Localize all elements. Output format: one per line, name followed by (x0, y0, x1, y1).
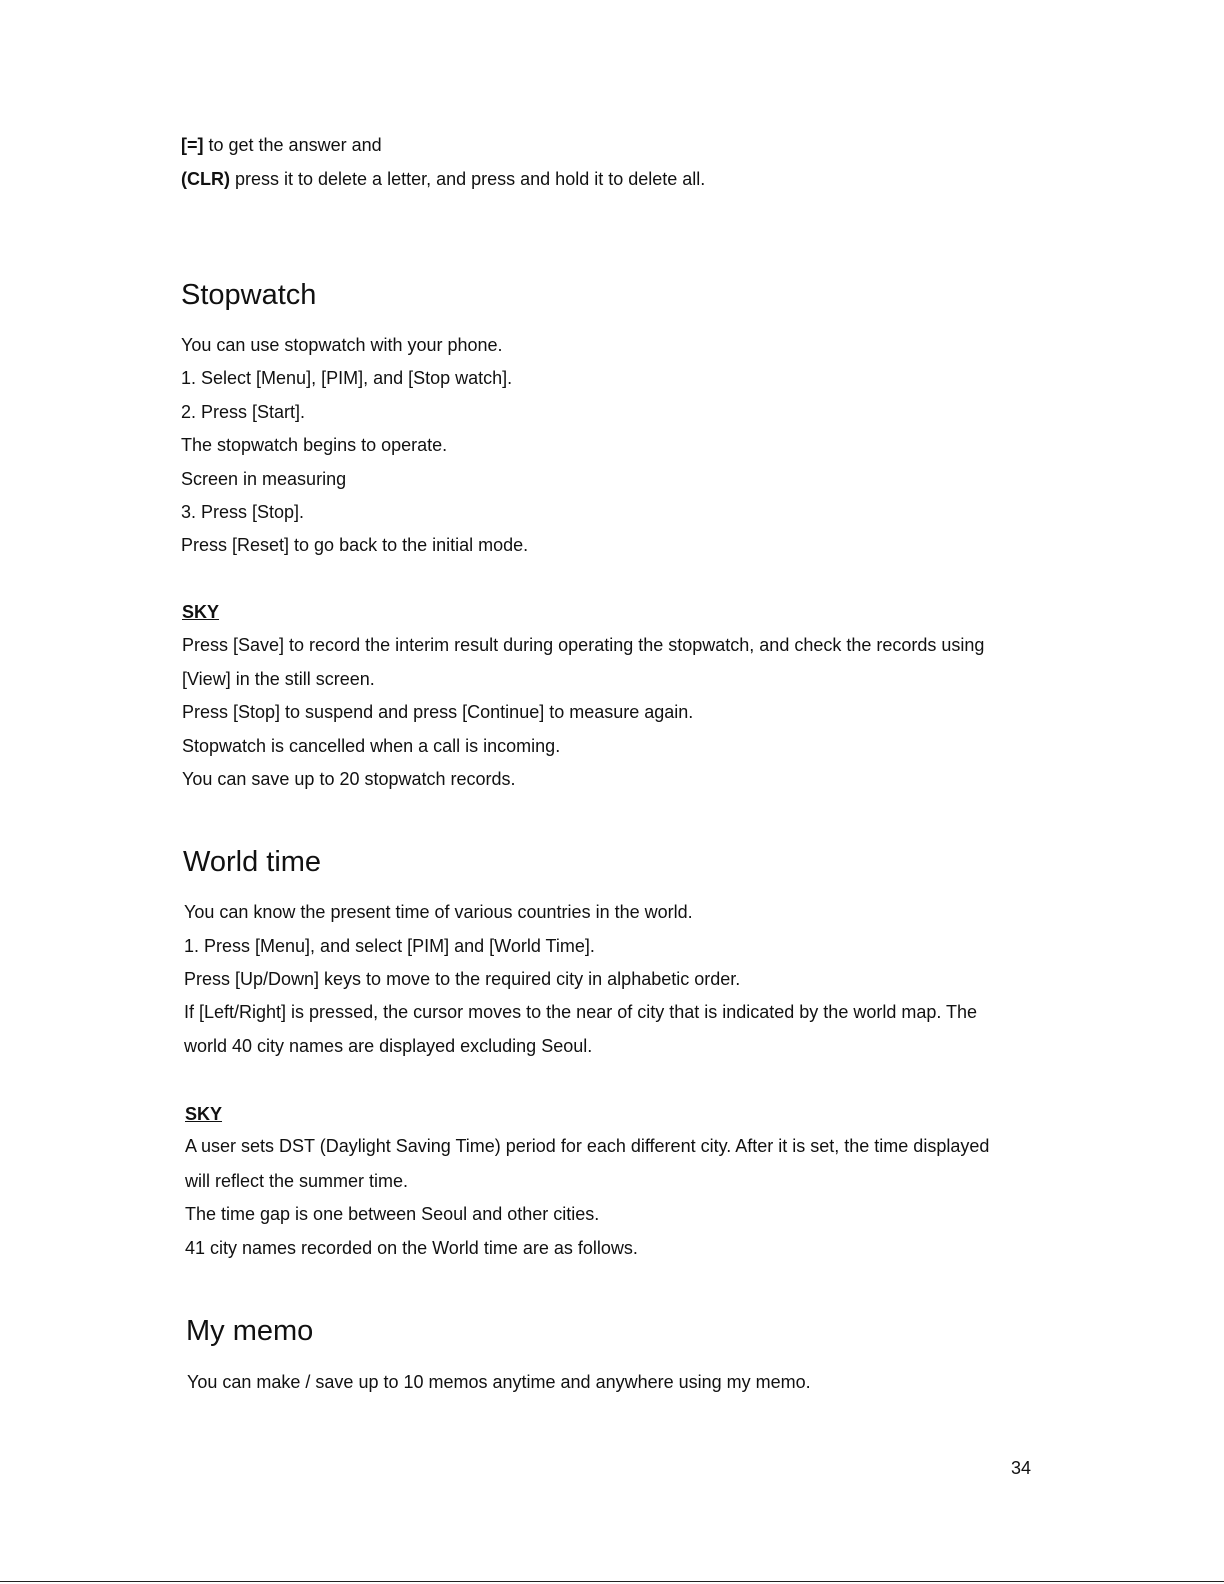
page-number: 34 (1011, 1458, 1032, 1478)
stopwatch-sky-line: [View] in the still screen. (182, 669, 375, 689)
world-time-line: world 40 city names are displayed excluding Seoul. (184, 1036, 593, 1056)
world-time-sky-subheading: SKY (185, 1104, 223, 1124)
stopwatch-line: 1. Select [Menu], [PIM], and [Stop watch]. (181, 368, 513, 388)
equals-key-description: to get the answer and (203, 135, 382, 155)
my-memo-heading: My memo (186, 1315, 314, 1347)
stopwatch-sky-line: Stopwatch is cancelled when a call is incoming. (182, 736, 561, 756)
stopwatch-line: Screen in measuring (181, 469, 347, 489)
page-bottom-edge (0, 1581, 1224, 1582)
world-time-sky-line: will reflect the summer time. (185, 1171, 409, 1191)
clr-key-description: press it to delete a letter, and press and hold it to delete all. (229, 169, 706, 189)
world-time-heading: World time (183, 846, 322, 878)
world-time-sky-line: 41 city names recorded on the World time are as follows. (185, 1238, 638, 1258)
stopwatch-line: 3. Press [Stop]. (181, 502, 305, 522)
intro-line-equals (181, 134, 382, 156)
stopwatch-line: You can use stopwatch with your phone. (181, 335, 503, 355)
world-time-sky-line: A user sets DST (Daylight Saving Time) period for each different city. After it is set, the time displayed (185, 1136, 990, 1156)
world-time-line: You can know the present time of various countries in the world. (184, 902, 693, 922)
world-time-line: 1. Press [Menu], and select [PIM] and [World Time]. (184, 936, 595, 956)
equals-key-label: [=] (181, 135, 204, 155)
stopwatch-sky-line: Press [Save] to record the interim result during operating the stopwatch, and check the records using (182, 635, 985, 655)
world-time-line: Press [Up/Down] keys to move to the required city in alphabetic order. (184, 969, 741, 989)
stopwatch-sky-subheading: SKY (182, 602, 220, 622)
my-memo-line: You can make / save up to 10 memos anytime and anywhere using my memo. (187, 1372, 811, 1392)
stopwatch-line: Press [Reset] to go back to the initial mode. (181, 535, 529, 555)
world-time-sky-line: The time gap is one between Seoul and other cities. (185, 1204, 600, 1224)
stopwatch-line: The stopwatch begins to operate. (181, 435, 448, 455)
stopwatch-sky-line: Press [Stop] to suspend and press [Continue] to measure again. (182, 702, 694, 722)
stopwatch-heading: Stopwatch (181, 279, 317, 311)
stopwatch-line: 2. Press [Start]. (181, 402, 306, 422)
intro-line-clr (181, 168, 705, 190)
clr-key-label: (CLR) (181, 169, 230, 189)
world-time-line: If [Left/Right] is pressed, the cursor moves to the near of city that is indicated by the world map. The (184, 1002, 978, 1022)
stopwatch-sky-line: You can save up to 20 stopwatch records. (182, 769, 516, 789)
